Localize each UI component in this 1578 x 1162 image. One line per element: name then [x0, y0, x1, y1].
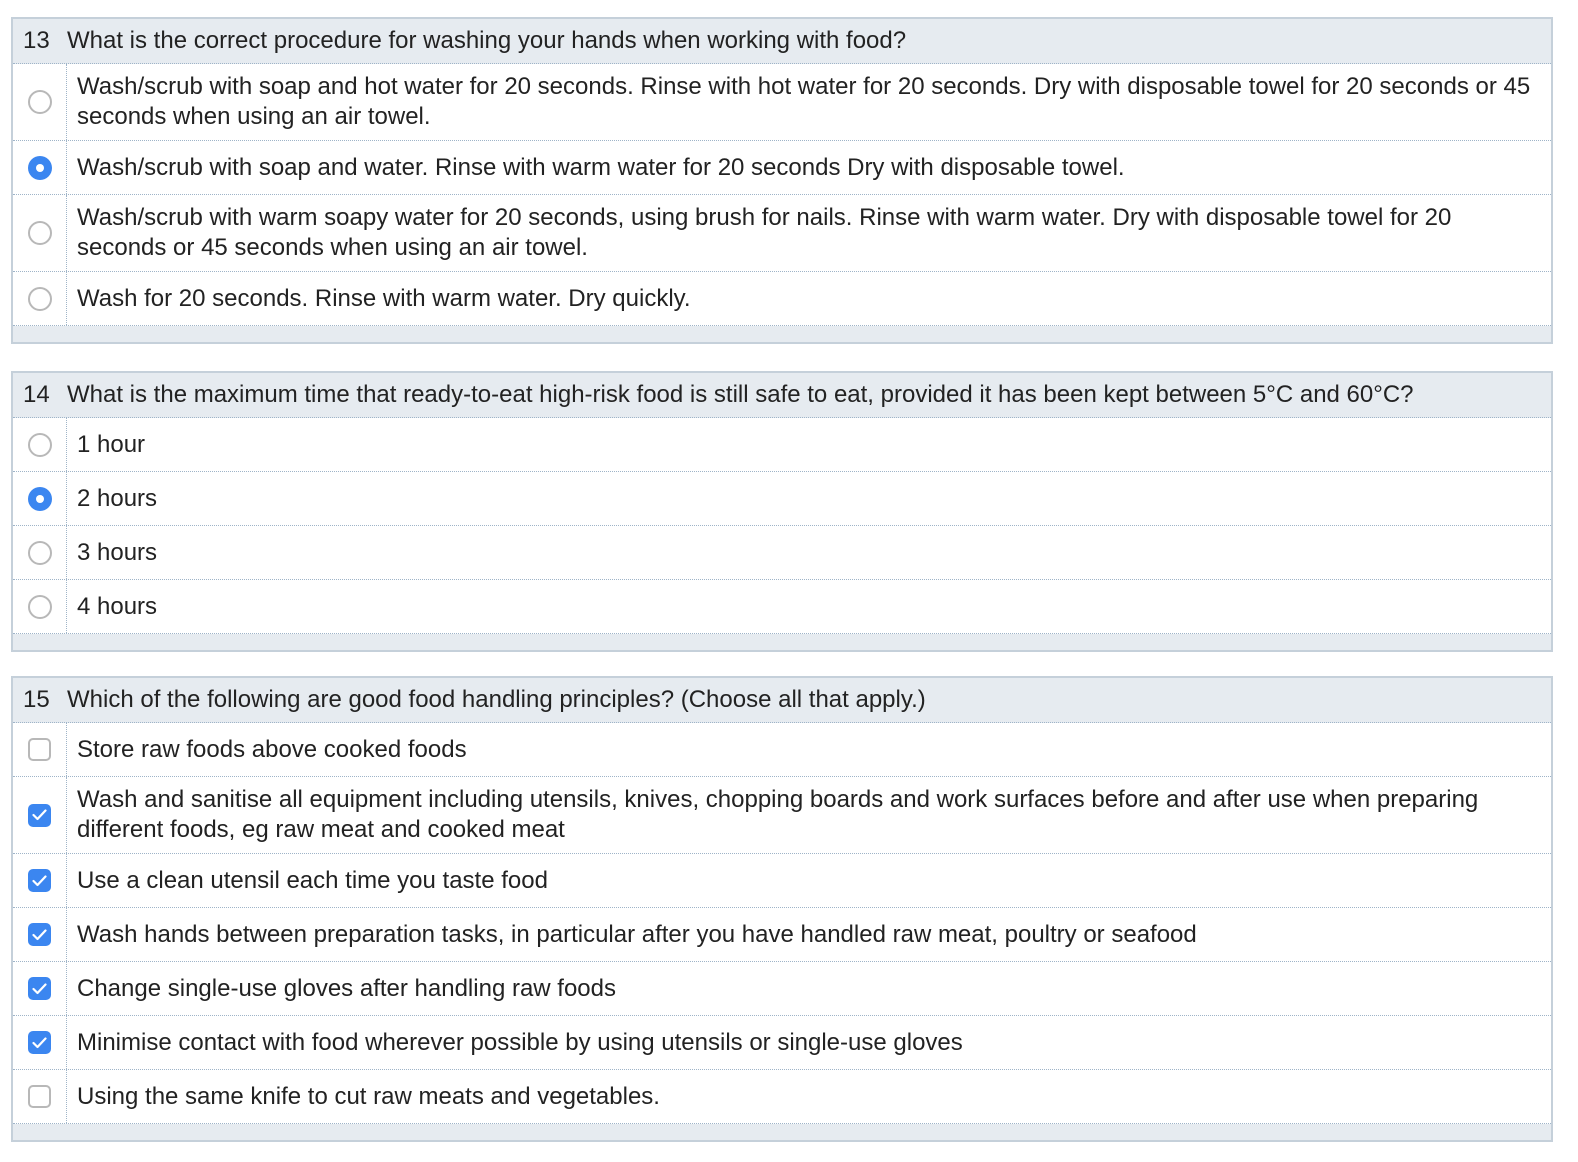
answer-option[interactable]: [13, 908, 1551, 962]
checkbox-checked[interactable]: [28, 977, 51, 1000]
question-header: [13, 678, 1551, 723]
option-label[interactable]: Wash and sanitise all equipment including utensils, knives, chopping boards and work surfaces before and after use when preparing different foods, eg raw meat and cooked meat: [77, 786, 1479, 843]
radio-button-selected[interactable]: [28, 156, 52, 180]
radio-cell[interactable]: [13, 472, 67, 525]
radio-button[interactable]: [28, 90, 52, 114]
checkbox-cell[interactable]: [13, 1016, 67, 1069]
option-label[interactable]: Wash/scrub with soap and water. Rinse with warm water for 20 seconds Dry with disposable towel.: [77, 153, 1125, 181]
checkmark-icon: [32, 1037, 47, 1049]
answer-option[interactable]: [13, 962, 1551, 1016]
checkbox-checked[interactable]: [28, 1031, 51, 1054]
checkbox-checked[interactable]: [28, 923, 51, 946]
question-footer: [13, 326, 1551, 342]
answer-option[interactable]: [13, 1016, 1551, 1070]
question-text: Which of the following are good food handling principles? (Choose all that apply.): [67, 686, 926, 713]
radio-button-selected[interactable]: [28, 487, 52, 511]
checkmark-icon: [32, 875, 47, 887]
checkmark-icon: [32, 929, 47, 941]
option-label[interactable]: Store raw foods above cooked foods: [77, 735, 467, 763]
checkbox-cell[interactable]: [13, 1070, 67, 1123]
question-number: 15: [23, 686, 50, 713]
question-13: [11, 17, 1553, 344]
radio-button[interactable]: [28, 541, 52, 565]
option-label[interactable]: Using the same knife to cut raw meats and vegetables.: [77, 1082, 660, 1110]
question-text: What is the correct procedure for washing your hands when working with food?: [67, 27, 907, 54]
question-footer: [13, 1124, 1551, 1140]
option-label[interactable]: 2 hours: [77, 484, 158, 512]
option-label[interactable]: 1 hour: [77, 430, 146, 458]
option-label[interactable]: Use a clean utensil each time you taste food: [77, 866, 548, 894]
checkbox[interactable]: [28, 738, 51, 761]
option-label[interactable]: Wash hands between preparation tasks, in particular after you have handled raw meat, poultry or seafood: [77, 920, 1197, 948]
answer-option[interactable]: [13, 1070, 1551, 1124]
question-15: [11, 676, 1553, 1142]
question-number: 14: [23, 381, 50, 408]
question-text: What is the maximum time that ready-to-eat high-risk food is still safe to eat, provided it has been kept between 5°C and 60°C?: [67, 381, 1414, 408]
answer-option[interactable]: [13, 526, 1551, 580]
option-label[interactable]: Wash for 20 seconds. Rinse with warm water. Dry quickly.: [77, 284, 691, 312]
question-number: 13: [23, 27, 50, 54]
radio-cell[interactable]: [13, 272, 67, 325]
radio-cell[interactable]: [13, 526, 67, 579]
answer-option[interactable]: [13, 141, 1551, 195]
checkbox[interactable]: [28, 1085, 51, 1108]
checkbox-cell[interactable]: [13, 854, 67, 907]
answer-option[interactable]: [13, 472, 1551, 526]
checkbox-cell[interactable]: [13, 723, 67, 776]
checkmark-icon: [32, 809, 47, 821]
radio-button[interactable]: [28, 221, 52, 245]
option-label[interactable]: Wash/scrub with warm soapy water for 20 seconds, using brush for nails. Rinse with warm water. Dry with disposable towel for 20 seconds or 45 seconds when using an air towel.: [77, 204, 1452, 261]
checkbox-checked[interactable]: [28, 804, 51, 827]
radio-button[interactable]: [28, 595, 52, 619]
radio-button[interactable]: [28, 433, 52, 457]
question-header: [13, 373, 1551, 418]
answer-option[interactable]: [13, 723, 1551, 777]
checkbox-cell[interactable]: [13, 962, 67, 1015]
answer-option[interactable]: [13, 64, 1551, 141]
option-label[interactable]: Wash/scrub with soap and hot water for 20 seconds. Rinse with hot water for 20 seconds. Dry with disposable towel for 20 seconds or 45 seconds when using an air towel.: [77, 73, 1531, 130]
radio-cell[interactable]: [13, 418, 67, 471]
answer-option[interactable]: [13, 580, 1551, 634]
option-label[interactable]: 3 hours: [77, 538, 158, 566]
question-14: [11, 371, 1553, 652]
radio-cell[interactable]: [13, 580, 67, 633]
radio-cell[interactable]: [13, 141, 67, 194]
answer-option[interactable]: [13, 777, 1551, 854]
radio-button[interactable]: [28, 287, 52, 311]
checkbox-cell[interactable]: [13, 908, 67, 961]
answer-option[interactable]: [13, 418, 1551, 472]
answer-option[interactable]: [13, 272, 1551, 326]
checkbox-checked[interactable]: [28, 869, 51, 892]
option-label[interactable]: 4 hours: [77, 592, 158, 620]
question-footer: [13, 634, 1551, 650]
checkmark-icon: [32, 983, 47, 995]
checkbox-cell[interactable]: [13, 777, 67, 853]
option-label[interactable]: Change single-use gloves after handling raw foods: [77, 974, 617, 1002]
radio-cell[interactable]: [13, 195, 67, 271]
answer-option[interactable]: [13, 854, 1551, 908]
option-label[interactable]: Minimise contact with food wherever possible by using utensils or single-use gloves: [77, 1028, 963, 1056]
answer-option[interactable]: [13, 195, 1551, 272]
question-header: [13, 19, 1551, 64]
radio-cell[interactable]: [13, 64, 67, 140]
